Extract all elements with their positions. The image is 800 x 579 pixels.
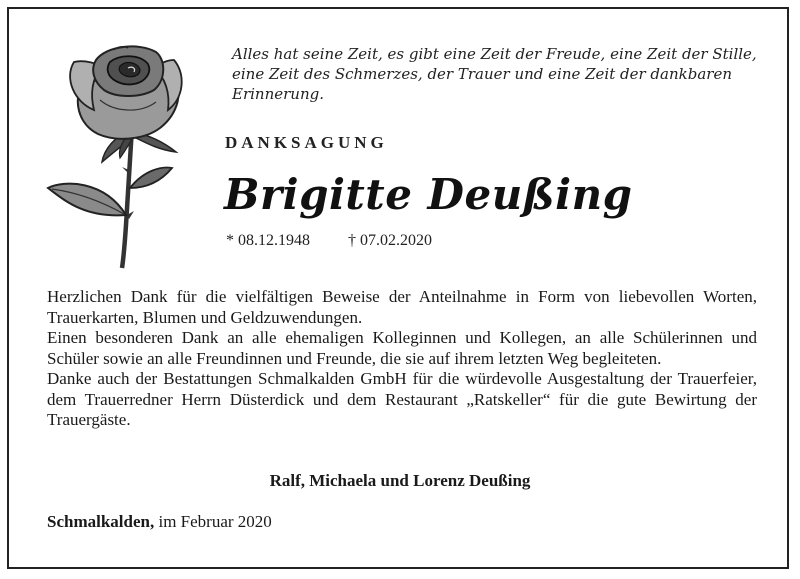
place: Schmalkalden, <box>47 512 155 531</box>
quote-text: Alles hat seine Zeit, es gibt eine Zeit der Freude, eine Zeit der Stille, eine Zeit des Schmerzes, der Trauer und eine Zeit der dankbaren Erinnerung. <box>232 45 757 103</box>
death-date: † 07.02.2020 <box>348 232 432 249</box>
signers: Ralf, Michaela und Lorenz Deußing <box>269 471 531 490</box>
thanks-paragraph: Danke auch der Bestattungen Schmalkalden GmbH für die würdevolle Ausgestaltung der Trauerfeier, dem Trauerredner Herrn Düsterdick und dem Restaurant „Ratskeller“ für die gute Bewirtung der Trauergäste. <box>47 369 757 429</box>
date-text: im Februar 2020 <box>158 512 272 531</box>
thanks-paragraph: Herzlichen Dank für die vielfältigen Beweise der Anteilnahme in Form von liebevollen Worten, Trauerkarten, Blumen und Geldzuwendungen. <box>47 287 757 327</box>
life-dates <box>226 232 466 250</box>
place-date <box>47 512 272 532</box>
thanks-paragraph: Einen besonderen Dank an alle ehemaligen Kolleginnen und Kollegen, an alle Schülerinnen und Schüler sowie an alle Freundinnen und Freunde, die sie auf ihrem letzten Weg begleiteten. <box>47 328 757 368</box>
rose-icon <box>44 40 194 270</box>
deceased-name: Brigitte Deußing <box>224 170 633 219</box>
thanks-body <box>47 287 757 431</box>
birth-date: * 08.12.1948 <box>226 232 310 249</box>
heading-danksagung: DANKSAGUNG <box>225 133 388 152</box>
